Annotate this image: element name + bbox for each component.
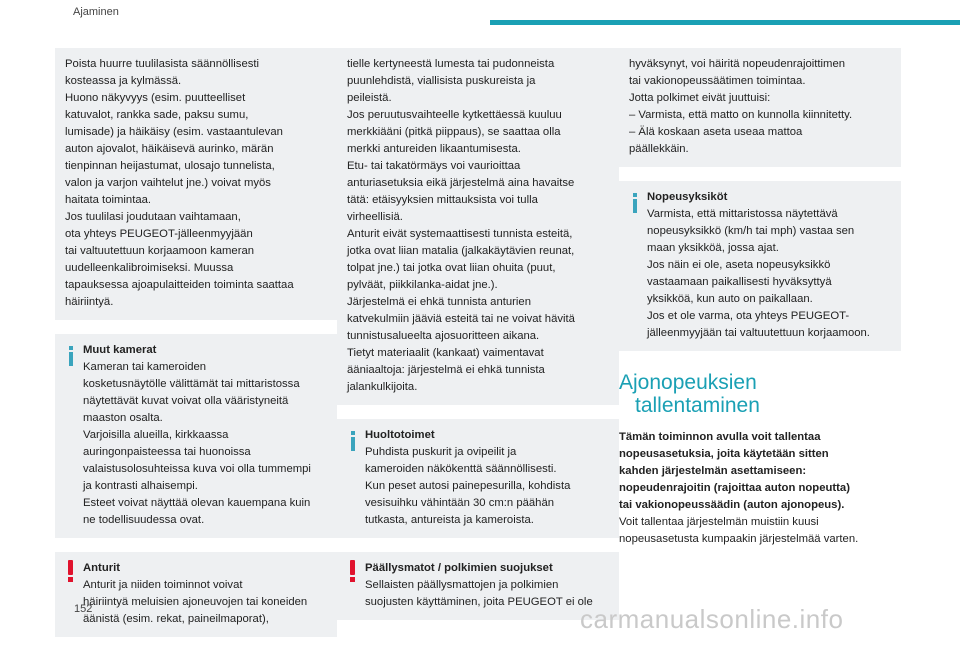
header-title: Ajaminen [73,6,119,18]
info-icon [351,431,355,449]
warning-icon [67,560,75,580]
text-line: suojusten käyttäminen, joita PEUGEOT ei ole [365,596,593,608]
note-title: Muut kamerat [83,344,157,356]
text-line: hyväksynyt, voi häiritä nopeudenrajoittimen [629,58,846,70]
note-body [365,444,609,529]
note-title: Huoltotoimet [365,429,435,441]
text-line: nopeudenrajoitin (rajoittaa auton nopeutta) [619,482,850,494]
text-line: ne todellisuudessa ovat. [83,514,205,526]
note-body [83,577,327,628]
text-line: – Älä koskaan aseta useaa mattoa [629,126,803,138]
column-3 [619,48,901,548]
text-line: peileistä. [347,92,392,104]
warning-note-mats [337,552,619,620]
text-line: vesisuihku vähintään 30 cm:n päähän [365,497,555,509]
text-line: valon ja varjon vaihtelut jne.) voivat myös [65,177,271,189]
text-line: ja kontrasti alhaisempi. [83,480,198,492]
text-line: valaistusolosuhteissa kuva voi olla tummempi [83,463,311,475]
text-line: tätä: etäisyyksien mittauksista voi tulla [347,194,538,206]
watermark: carmanualsonline.info [580,604,844,634]
text-line: Etu- tai takatörmäys voi vaurioittaa [347,160,521,172]
info-note-maintenance [337,419,619,538]
text-line: Jos näin ei ole, aseta nopeusyksikkö [647,259,831,271]
text-line: päällekkäin. [629,143,689,155]
text-line: jotka ovat liian matalia (jalkakäytävien reunat, [347,245,575,257]
text-line: Tietyt materiaalit (kankaat) vaimentavat [347,347,544,359]
column-2 [337,48,619,634]
text-line: tunnistusalueelta ajosuoritteen aikana. [347,330,540,342]
text-line: kahden järjestelmän asettamiseen: [619,465,807,477]
text-line: tielle kertyneestä lumesta tai pudonneista [347,58,555,70]
text-line: jälleenmyyjään tai valtuutettuun korjaamoon. [647,327,870,339]
text-line: Anturit ja niiden toiminnot voivat [83,579,243,591]
text-line: nopeusasetuksia, joita käytetään sitten [619,448,829,460]
text-line: – Varmista, että matto on kunnolla kiinnitetty. [629,109,853,121]
section-heading-line2: tallentaminen [635,394,760,417]
text-line: auton ajovalot, häikäisevä aurinko, märän [65,143,274,155]
section-heading [619,371,901,417]
text-box [619,48,901,167]
text-line: Anturit eivät systemaattisesti tunnista esteitä, [347,228,573,240]
page-number: 152 [74,603,93,615]
header-accent-bar [490,20,960,25]
note-body [83,359,327,529]
info-note-speed-units [619,181,901,351]
text-line: tai vakionopeussäätimen toimintaa. [629,75,806,87]
text-line: Jos tuulilasi joudutaan vaihtamaan, [65,211,241,223]
text-line: Varjoisilla alueilla, kirkkaassa [83,429,229,441]
info-icon [633,193,637,211]
text-lines [347,56,609,396]
text-line: merkkiääni (pitkä piippaus), se saattaa olla [347,126,561,138]
note-body [647,206,891,342]
text-line: auringonpaisteessa tai huonoissa [83,446,251,458]
info-note-cameras [55,334,337,538]
text-line: Jos et ole varma, ota yhteys PEUGEOT- [647,310,850,322]
text-line: kosketusnäytölle välittämät tai mittaristossa [83,378,300,390]
note-body [365,577,609,611]
text-line: jalankulkijoita. [347,381,418,393]
note-title: Nopeusyksiköt [647,191,728,203]
text-line: ääniaaltoja: järjestelmä ei ehkä tunnista [347,364,545,376]
text-line: Esteet voivat näyttää olevan kauempana kuin [83,497,311,509]
text-lines [65,56,327,311]
text-line: häiriintyä. [65,296,114,308]
text-box [337,48,619,405]
text-line: virheellisiä. [347,211,403,223]
text-line: katvekulmiin jääviä esteitä tai ne voivat hävitä [347,313,575,325]
text-line: katuvalot, rankka sade, paksu sumu, [65,109,249,121]
text-line: tolpat jne.) tai jotka ovat liian ohuita (puut, [347,262,556,274]
text-line: yksikköä, kun auto on paikallaan. [647,293,813,305]
text-line: lumisade) ja häikäisy (esim. vastaantulevan [65,126,283,138]
text-line: Voit tallentaa järjestelmän muistiin kuusi [619,516,819,528]
text-box [55,48,337,320]
text-line: merkki antureiden likaantumisesta. [347,143,521,155]
note-title: Anturit [83,562,121,574]
text-line: Sellaisten päällysmattojen ja polkimien [365,579,559,591]
warning-note-sensors [55,552,337,637]
text-line: haitata toimintaa. [65,194,152,206]
text-line: maaston osalta. [83,412,163,424]
text-line: puunlehdistä, viallisista puskureista ja [347,75,536,87]
text-line: Poista huurre tuulilasista säännöllisesti [65,58,260,70]
info-icon [69,346,73,364]
text-line: Puhdista puskurit ja ovipeilit ja [365,446,517,458]
section-intro-plain [619,514,901,548]
text-line: ota yhteys PEUGEOT-jälleenmyyjään [65,228,253,240]
text-line: tienpinnan heijastumat, ulosajo tunnelista, [65,160,275,172]
text-line: kosteassa ja kylmässä. [65,75,182,87]
text-line: uudelleenkalibroimiseksi. Muussa [65,262,234,274]
text-line: vastaamaan paikallisesti hyväksyttyä [647,276,832,288]
warning-icon [349,560,357,580]
column-1 [55,48,337,651]
section-body [619,429,901,548]
text-lines [629,56,891,158]
text-line: Tämän toiminnon avulla voit tallentaa [619,431,821,443]
text-line: häiriintyä meluisien ajoneuvojen tai koneiden [83,596,308,608]
text-line: nopeusasetusta kumpaakin järjestelmää varten. [619,533,859,545]
text-line: Huono näkyvyys (esim. puutteelliset [65,92,246,104]
text-line: Järjestelmä ei ehkä tunnista anturien [347,296,531,308]
text-line: Jos peruutusvaihteelle kytkettäessä kuuluu [347,109,562,121]
text-line: tutkasta, antureista ja kameroista. [365,514,534,526]
section-heading-line1: Ajonopeuksien [619,371,757,394]
text-line: pylväät, piikkilanka-aidat jne.). [347,279,498,291]
text-line: kameroiden näkökenttä säännöllisesti. [365,463,557,475]
text-line: tapauksessa ajoapulaitteiden toiminta saattaa [65,279,294,291]
text-line: anturiasetuksia eikä järjestelmä aina havaitse [347,177,575,189]
text-line: maan yksikköä, jossa ajat. [647,242,779,254]
text-line: Kun peset autosi painepesurilla, kohdista [365,480,571,492]
text-line: nopeusyksikkö (km/h tai mph) vastaa sen [647,225,855,237]
text-line: Jotta polkimet eivät juuttuisi: [629,92,771,104]
text-line: näytettävät kuvat voivat olla vääristyneitä [83,395,289,407]
text-line: Kameran tai kameroiden [83,361,207,373]
note-title: Päällysmatot / polkimien suojukset [365,562,553,574]
section-intro-bold [619,429,901,514]
text-line: Varmista, että mittaristossa näytettävä [647,208,838,220]
text-line: tai valtuutettuun korjaamoon kameran [65,245,255,257]
text-line: äänistä (esim. rekat, paineilmaporat), [83,613,269,625]
text-line: tai vakionopeussäädin (auton ajonopeus). [619,499,845,511]
